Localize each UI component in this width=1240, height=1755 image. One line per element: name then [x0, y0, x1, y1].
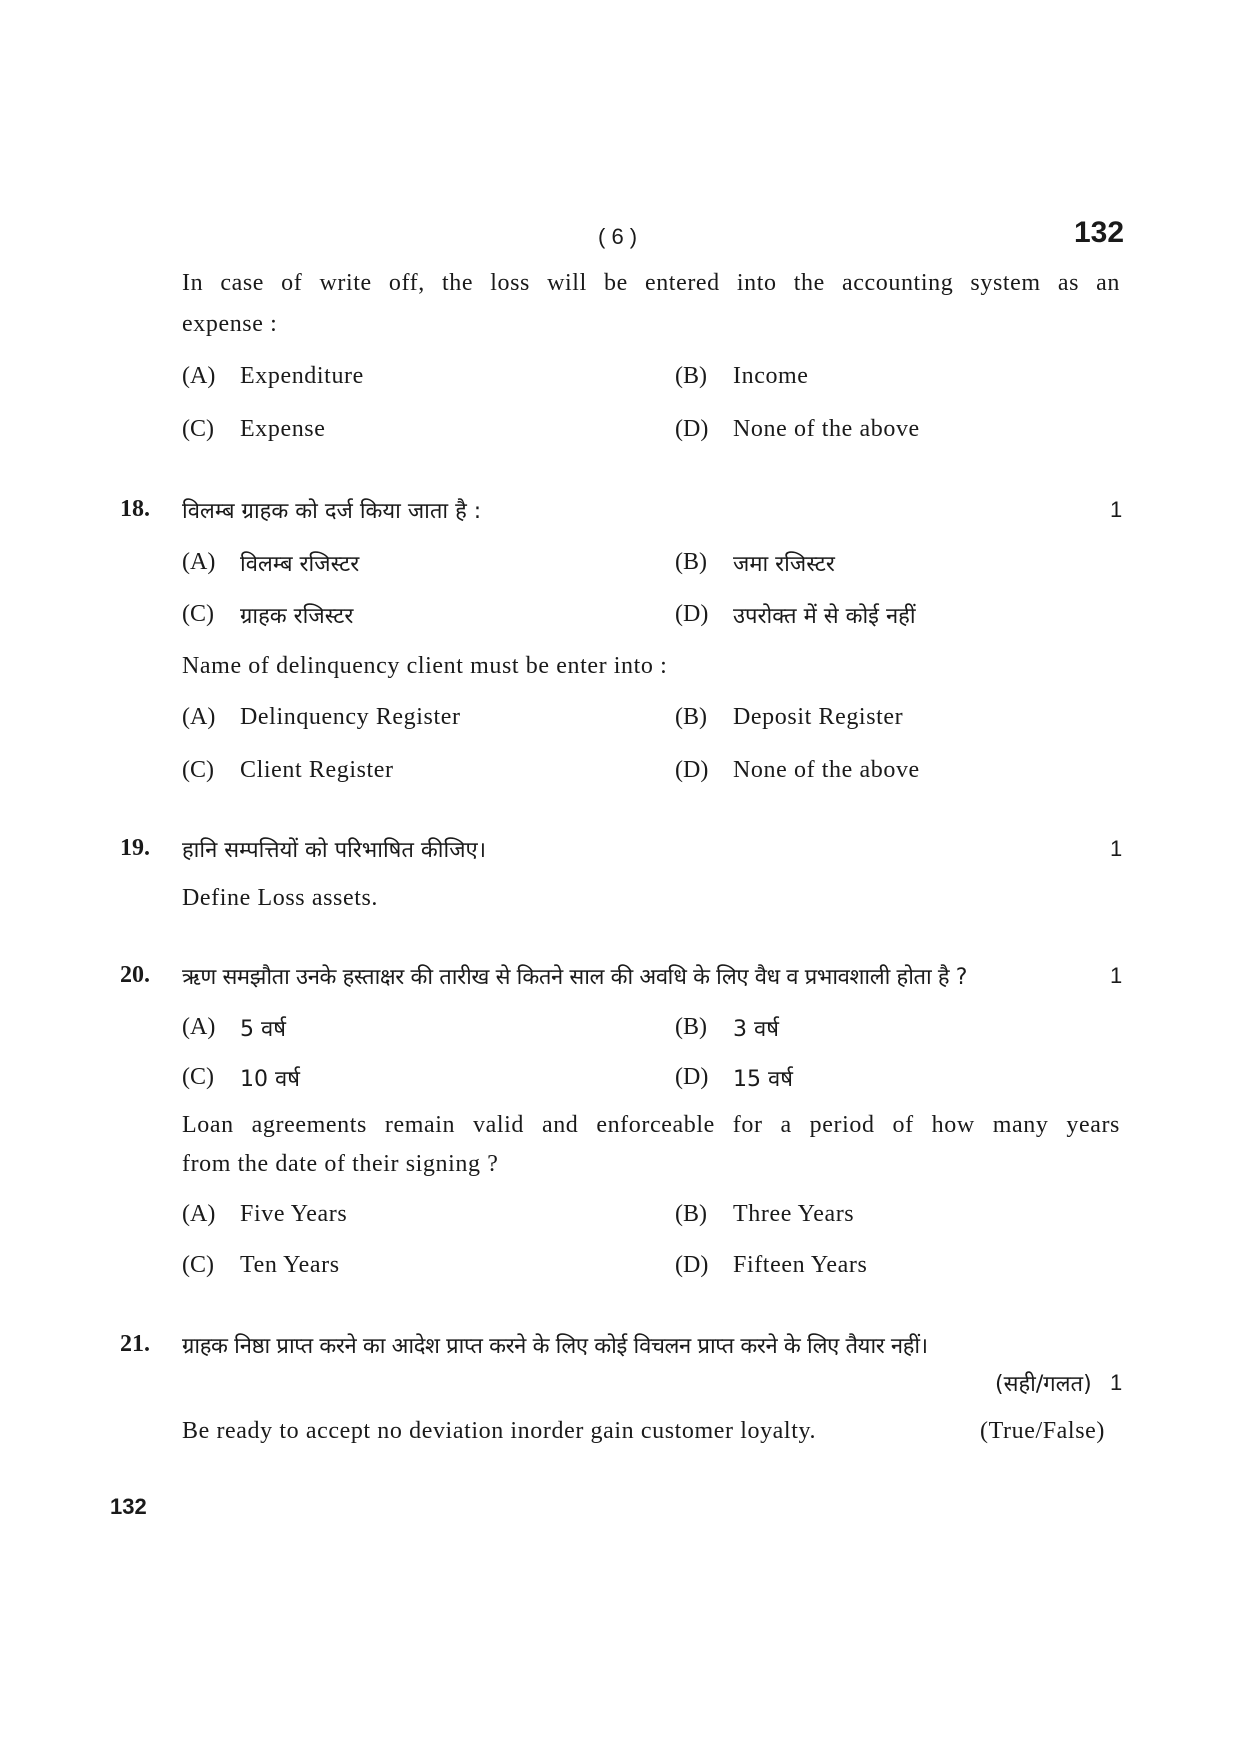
- q20-hindi-option-a-text: 5 वर्ष: [240, 1017, 286, 1042]
- q17-option-c-letter: (C): [182, 416, 214, 442]
- q18-english-option-c-letter: (C): [182, 757, 214, 783]
- q17-stem-line2: expense :: [182, 311, 278, 337]
- q18-marks: 1: [1110, 497, 1123, 522]
- q20-hindi-option-b-text: 3 वर्ष: [733, 1017, 779, 1042]
- q18-hindi-stem: विलम्ब ग्राहक को दर्ज किया जाता है :: [182, 499, 482, 524]
- q18-english-stem: Name of delinquency client must be enter into :: [182, 653, 668, 679]
- q17-option-a-text: Expenditure: [240, 363, 364, 389]
- q18-english-option-b-text: Deposit Register: [733, 704, 904, 730]
- paper-code-bottom: 132: [110, 1494, 147, 1519]
- q21-marks: 1: [1110, 1370, 1123, 1395]
- q18-hindi-option-b-text: जमा रजिस्टर: [733, 552, 835, 577]
- q20-english-option-d-text: Fifteen Years: [733, 1252, 868, 1278]
- q20-marks: 1: [1110, 963, 1123, 988]
- q20-hindi-option-a-letter: (A): [182, 1014, 216, 1040]
- q20-english-stem-line2: from the date of their signing ?: [182, 1151, 499, 1177]
- q20-english-option-d-letter: (D): [675, 1252, 709, 1278]
- q20-english-stem-line1: Loan agreements remain valid and enforceable for a period of how many years: [182, 1112, 1120, 1138]
- q18-english-option-a-text: Delinquency Register: [240, 704, 461, 730]
- q18-hindi-option-d-letter: (D): [675, 601, 709, 627]
- q20-english-option-a-letter: (A): [182, 1201, 216, 1227]
- q18-english-option-b-letter: (B): [675, 704, 707, 730]
- q20-hindi-option-d-text: 15 वर्ष: [733, 1067, 793, 1092]
- q21-hindi-stem: ग्राहक निष्ठा प्राप्त करने का आदेश प्राप्त करने के लिए कोई विचलन प्राप्त करने के लिए तैयार नहीं।: [182, 1334, 928, 1359]
- q18-hindi-option-d-text: उपरोक्त में से कोई नहीं: [733, 604, 916, 629]
- q21-number: 21.: [120, 1331, 150, 1357]
- q20-number: 20.: [120, 962, 150, 988]
- q18-number: 18.: [120, 496, 150, 522]
- q18-hindi-option-c-text: ग्राहक रजिस्टर: [240, 604, 354, 629]
- q20-english-option-b-letter: (B): [675, 1201, 707, 1227]
- q20-hindi-option-c-letter: (C): [182, 1064, 214, 1090]
- q17-stem-line1: In case of write off, the loss will be entered into the accounting system as an: [182, 270, 1120, 296]
- q18-english-option-d-text: None of the above: [733, 757, 920, 783]
- q18-english-option-c-text: Client Register: [240, 757, 394, 783]
- q18-hindi-option-c-letter: (C): [182, 601, 214, 627]
- q20-hindi-stem: ऋण समझौता उनके हस्ताक्षर की तारीख से कितने साल की अवधि के लिए वैध व प्रभावशाली होता है ?: [182, 965, 968, 990]
- q19-english-stem: Define Loss assets.: [182, 885, 379, 911]
- q21-hindi-answer-type: (सही/गलत): [995, 1372, 1092, 1397]
- q20-hindi-option-d-letter: (D): [675, 1064, 709, 1090]
- q17-option-b-text: Income: [733, 363, 809, 389]
- page-number: ( 6 ): [598, 224, 638, 249]
- q20-english-option-c-text: Ten Years: [240, 1252, 340, 1278]
- paper-code-top: 132: [1074, 216, 1125, 249]
- q19-marks: 1: [1110, 836, 1123, 861]
- q17-option-b-letter: (B): [675, 363, 707, 389]
- q18-hindi-option-b-letter: (B): [675, 549, 707, 575]
- q17-option-a-letter: (A): [182, 363, 216, 389]
- q18-hindi-option-a-letter: (A): [182, 549, 216, 575]
- q17-option-c-text: Expense: [240, 416, 326, 442]
- q20-hindi-option-b-letter: (B): [675, 1014, 707, 1040]
- q19-hindi-stem: हानि सम्पत्तियों को परिभाषित कीजिए।: [182, 838, 487, 863]
- q19-number: 19.: [120, 835, 150, 861]
- q20-english-option-a-text: Five Years: [240, 1201, 348, 1227]
- q20-english-option-b-text: Three Years: [733, 1201, 855, 1227]
- q18-english-option-d-letter: (D): [675, 757, 709, 783]
- q18-english-option-a-letter: (A): [182, 704, 216, 730]
- q17-option-d-letter: (D): [675, 416, 709, 442]
- q18-hindi-option-a-text: विलम्ब रजिस्टर: [240, 552, 360, 577]
- q21-english-answer-type: (True/False): [980, 1418, 1105, 1444]
- q21-english-stem: Be ready to accept no deviation inorder gain customer loyalty.: [182, 1418, 817, 1444]
- q20-hindi-option-c-text: 10 वर्ष: [240, 1067, 300, 1092]
- q20-english-option-c-letter: (C): [182, 1252, 214, 1278]
- q17-option-d-text: None of the above: [733, 416, 920, 442]
